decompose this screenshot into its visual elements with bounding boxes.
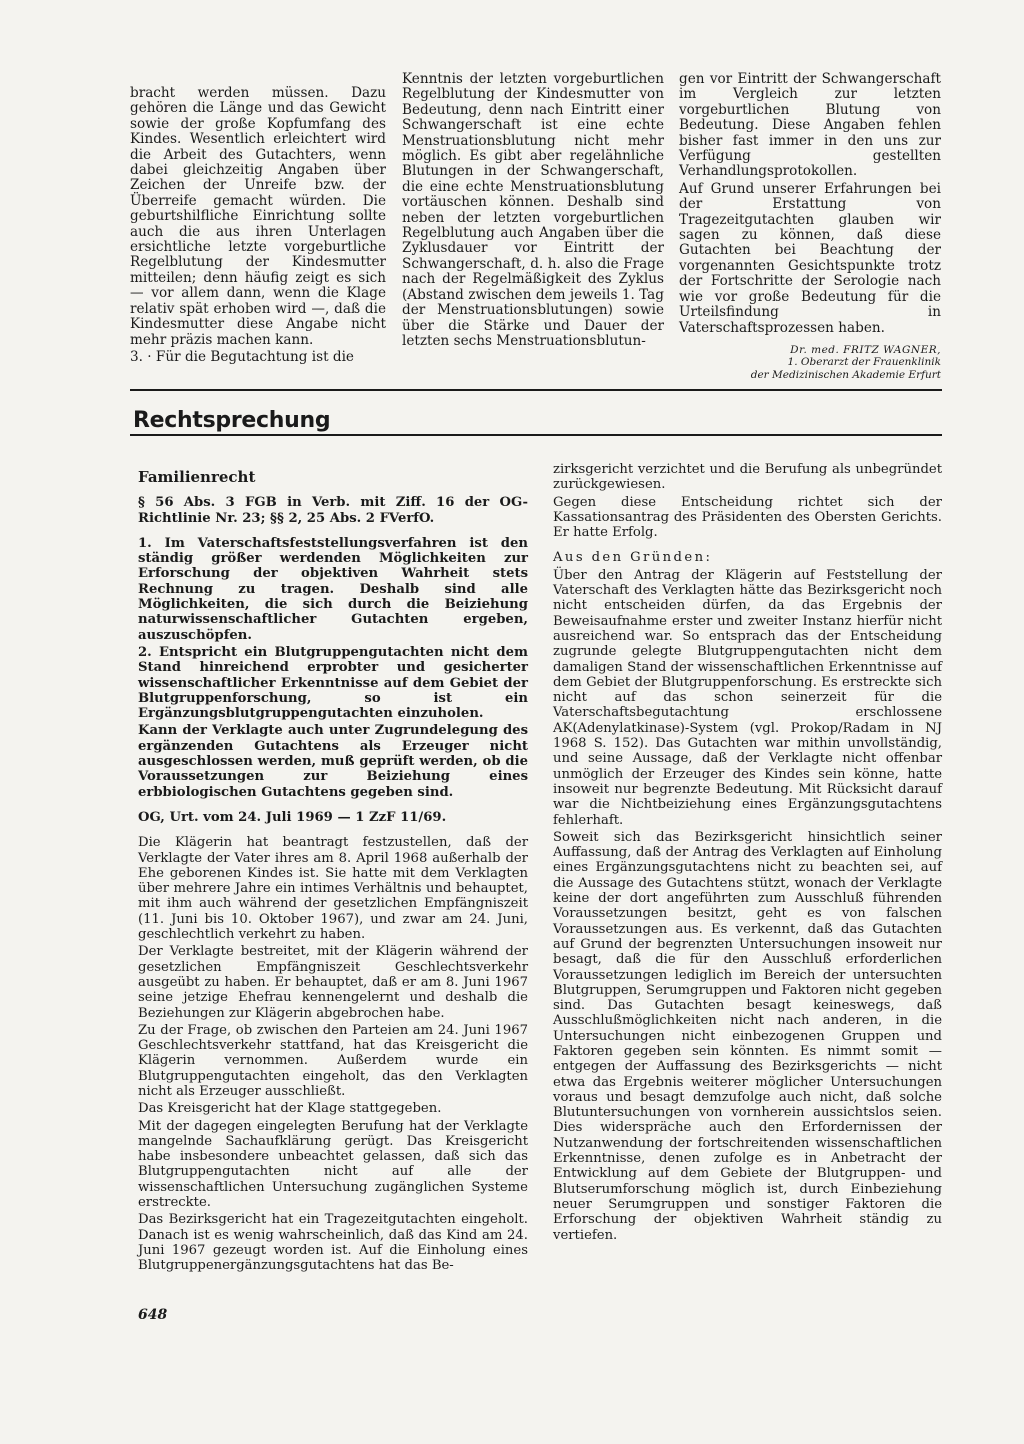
paragraph: gen vor Eintritt der Schwangerschaft im Vergleich zur letzten vorgeburtlichen Blutung von Bedeutung. Diese Angaben fehlen bisher fast immer in den uns zur Verfügung gestellten Verhandlungsprotokollen. — [679, 71, 941, 180]
section-divider-top — [130, 389, 942, 391]
paragraph: Der Verklagte bestreitet, mit der Klägerin während der gesetzlichen Empfängniszeit Geschlechtsverkehr ausgeübt zu haben. Er behauptet, daß er am 8. Juni 1967 seine jetzige Ehefrau kennengelernt und deshalb die Beziehungen zur Klägerin abgebrochen habe. — [138, 944, 528, 1021]
article-column-3 — [679, 72, 941, 381]
paragraph: Das Kreisgericht hat der Klage stattgegeben. — [138, 1101, 442, 1117]
article-column-1 — [130, 86, 386, 365]
paragraph: Auf Grund unserer Erfahrungen bei der Erstattung von Tragezeitgutachten glauben wir sagen zu können, daß diese Gutachten bei Beachtung der vorgenannten Gesichtspunkte trotz der Fortschritte der Serologie nach wie vor große Bedeutung für die Urteilsfindung in Vaterschaftsprozessen haben. — [679, 180, 941, 336]
case-citation: OG, Urt. vom 24. Juli 1969 — 1 ZzF 11/69. — [138, 809, 447, 825]
section-heading: Rechtsprechung — [133, 408, 331, 433]
author-signature — [679, 344, 941, 382]
paragraph: Kenntnis der letzten vorgeburtlichen Regelblutung der Kindesmutter von Bedeutung, denn nach Eintritt einer Schwangerschaft ist eine echte Menstruationsblutung nicht mehr möglich. Es gibt aber regelähnliche Blutungen in der Schwangerschaft, die eine echte Menstruationsblutung vortäuschen können. Deshalb sind neben der letzten vorgeburtlichen Regelblutung auch Angaben über die Zyklusdauer vor Eintritt der Schwangerschaft, d. h. also die Frage nach der Regelmäßigkeit des Zyklus (Abstand zwischen dem jeweils 1. Tag der Menstruationsblutungen) sowie über die Stärke und Dauer der letzten sechs Menstruationsblutun- — [402, 71, 664, 349]
author-institution: der Medizinischen Akademie Erfurt — [750, 368, 941, 381]
headnote: 1. Im Vaterschaftsfeststellungsverfahren ist den ständig größer werdenden Möglichkeiten zur Erforschung der objektiven Wahrheit stets Rechnung zu tragen. Deshalb sind alle Möglichkeiten, die sich durch die Beiziehung naturwissenschaftlicher Gutachten ergeben, auszuschöpfen. — [138, 535, 528, 643]
case-category: Familienrecht — [138, 468, 256, 486]
paragraph: Die Klägerin hat beantragt festzustellen, daß der Verklagte der Vater ihres am 8. April 1968 außerhalb der Ehe geborenen Kindes ist. Sie hatte mit dem Verklagten über mehrere Jahre ein intimes Verhältnis und behauptet, mit ihm auch während der gesetzlichen Empfängniszeit (11. Juni bis 10. Oktober 1967), und zwar am 24. Juni, geschlechtlich verkehrt zu haben. — [138, 835, 528, 943]
paragraph: Zu der Frage, ob zwischen den Parteien am 24. Juni 1967 Geschlechtsverkehr stattfand, hat das Kreisgericht die Klägerin vernommen. Außerdem wurde ein Blutgruppengutachten eingeholt, das den Verklagten nicht als Erzeuger ausschließt. — [138, 1022, 528, 1099]
headnote: Kann der Verklagte auch unter Zugrundelegung des ergänzenden Gutachtens als Erzeuger nicht ausgeschlossen werden, muß geprüft werden, ob die Voraussetzungen zur Beiziehung eines erbbiologischen Gutachtens gegeben sind. — [138, 723, 528, 800]
author-name: Dr. med. FRITZ WAGNER, — [790, 343, 941, 356]
paragraph: Das Bezirksgericht hat ein Tragezeitgutachten eingeholt. Danach ist es wenig wahrscheinlich, daß das Kind am 24. Juni 1967 gezeugt worden ist. Auf die Einholung eines Blutgruppenergänzungsgutachtens hat das Be- — [138, 1212, 528, 1274]
paragraph: 3. · Für die Begutachtung ist die — [130, 348, 354, 365]
reasons-heading: Aus den Gründen: — [553, 550, 713, 566]
paragraph: Über den Antrag der Klägerin auf Feststellung der Vaterschaft des Verklagten hätte das Bezirksgericht noch nicht entscheiden dürfen, da das Ergebnis der Beweisaufnahme erster und zweiter Instanz hierfür nicht ausreichend war. So entsprach das der Entscheidung zugrunde gelegte Blutgruppengutachten nicht dem damaligen Stand der wissenschaftlichen Erkenntnisse auf dem Gebiet der Blutgruppenforschung. Es erstreckte sich nicht auf das schon seinerzeit für die Vaterschaftsbegutachtung erschlossene AK(Adenylatkinase)-System (vgl. Prokop/Radam in NJ 1968 S. 152). Das Gutachten war mithin unvollständig, und seine Aussage, daß der Verklagte nicht offenbar unmöglich der Erzeuger des Kindes sein könne, hatte insoweit nur begrenzte Bedeutung. Mit Rücksicht darauf war die Nichtbeiziehung eines Ergänzungsgutachtens fehlerhaft. — [553, 567, 942, 828]
section-divider-bottom — [130, 434, 942, 436]
paragraph: Gegen diese Entscheidung richtet sich der Kassationsantrag des Präsidenten des Obersten Gerichts. Er hatte Erfolg. — [553, 494, 942, 541]
page-number: 648 — [138, 1307, 168, 1323]
article-column-2 — [402, 72, 664, 349]
case-right-column — [553, 462, 942, 1243]
paragraph: Mit der dagegen eingelegten Berufung hat der Verklagte mangelnde Sachaufklärung gerügt. Das Kreisgericht habe insbesondere unbeachtet gelassen, daß sich das Blutgruppengutachten nicht auf alle der wissenschaftlichen Untersuchung zugänglichen Systeme erstreckte. — [138, 1118, 528, 1211]
paragraph: zirksgericht verzichtet und die Berufung als unbegründet zurückgewiesen. — [553, 462, 942, 493]
author-position: 1. Oberarzt der Frauenklinik — [787, 356, 941, 369]
headnote: 2. Entspricht ein Blutgruppengutachten nicht dem Stand hinreichend erprobter und gesicherter wissenschaftlicher Erkenntnisse auf dem Gebiet der Blutgruppenforschung, so ist ein Ergänzungsblutgruppengutachten einzuholen. — [138, 644, 528, 722]
case-left-column — [138, 470, 528, 1274]
paragraph: Soweit sich das Bezirksgericht hinsichtlich seiner Auffassung, daß der Antrag des Verklagten auf Einholung eines Ergänzungsgutachtens nicht zu beachten sei, auf die Aussage des Gutachtens stützt, wonach der Verklagte keine der dort angeführten zum Ausschluß führenden Voraussetzungen besitzt, geht es von falschen Voraussetzungen aus. Es verkennt, daß das Gutachten auf Grund der begrenzten Untersuchungen insoweit nur besagt, daß die für den Ausschluß erforderlichen Voraussetzungen lediglich im Bereich der untersuchten Blutgruppen, Serumgruppen und Faktoren nicht gegeben sind. Das Gutachten besagt keineswegs, daß Ausschlußmöglichkeiten nicht nach anderen, in die Untersuchungen nicht einbezogenen Gruppen und Faktoren gegeben sein könnten. Es nimmt somit — entgegen der Auffassung des Bezirksgerichts — nicht etwa das Ergebnis weiterer möglicher Untersuchungen voraus und besagt demzufolge auch nicht, daß solche Blutuntersuchungen von vornherein aussichtslos seien. Dies widerspräche auch den Erfordernissen der Nutzanwendung der fortschreitenden wissenschaftlichen Erkenntnisse, denen zufolge es in Anbetracht der Entwicklung auf dem Gebiete der Blutgruppen- und Blutserumforschung möglich ist, durch Einbeziehung neuer Serumgruppen und sonstiger Faktoren die Erforschung der objektiven Wahrheit ständig zu vertiefen. — [553, 829, 942, 1243]
statute-reference: § 56 Abs. 3 FGB in Verb. mit Ziff. 16 der OG-Richtlinie Nr. 23; §§ 2, 25 Abs. 2 FVerfO. — [138, 495, 528, 526]
paragraph: bracht werden müssen. Dazu gehören die Länge und das Gewicht sowie der große Kopfumfang des Kindes. Wesentlich erleichtert wird die Arbeit des Gutachters, wenn dabei gleichzeitig Angaben über Zeichen der Unreife bzw. der Überreife gemacht würden. Die geburtshilfliche Einrichtung sollte auch die aus ihren Unterlagen ersichtliche letzte vorgeburtliche Regelblutung der Kindesmutter mitteilen; denn häufig zeigt es sich — vor allem dann, wenn die Klage relativ spät erhoben wird —, daß die Kindesmutter diese Angabe nicht mehr präzis machen kann. — [130, 85, 386, 348]
